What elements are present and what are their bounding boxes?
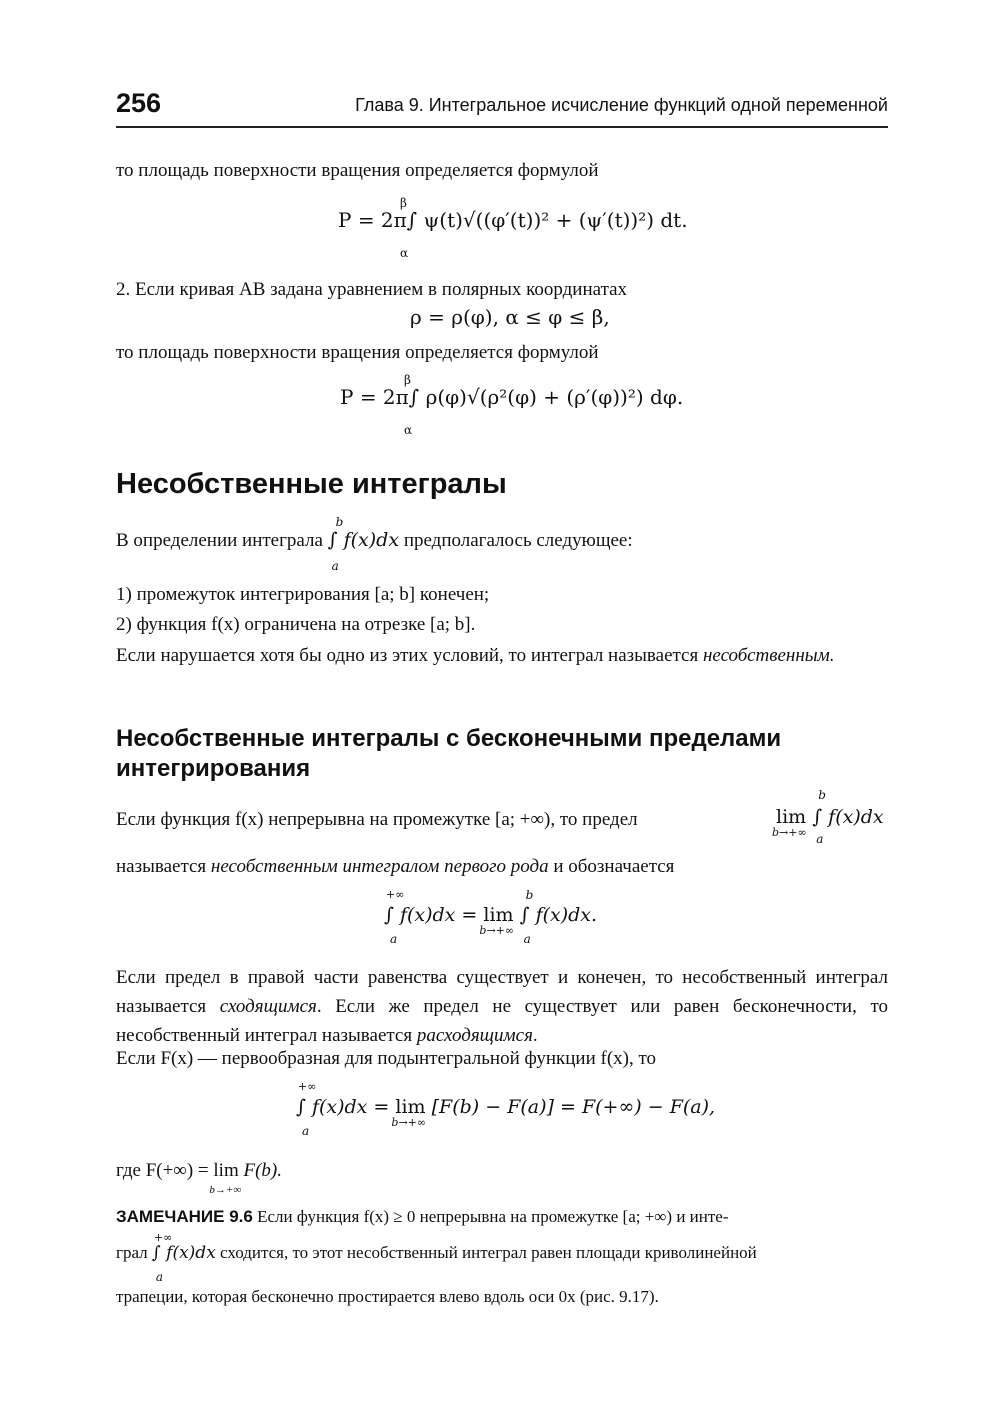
integral-lower-limit: a: [331, 559, 339, 573]
emphasis-term: сходящимся: [219, 996, 317, 1017]
integral-expression: ∫ f(x)dx: [812, 806, 884, 828]
remark-label: ЗАМЕЧАНИЕ 9.6: [116, 1207, 253, 1226]
lim-operator: lim: [776, 806, 807, 828]
integral-expression: ∫ f(x)dx: [151, 1243, 216, 1263]
formula-polar-surface: [340, 373, 684, 437]
paragraph-convergence: [116, 963, 888, 1050]
text-span: называется: [116, 856, 211, 877]
integral-lower-limit: a: [155, 1270, 164, 1284]
integral-lower-limit: a: [302, 1124, 310, 1138]
lim-operator: lim: [483, 904, 514, 926]
paragraph-surface-formula-intro: то площадь поверхности вращения определяется формулой: [116, 160, 599, 181]
formula-parametric-surface: [338, 196, 688, 260]
header-rule: [116, 126, 888, 128]
formula-body: P = 2π∫ ψ(t)√((φ′(t))² + (ψ′(t))²) dt.: [338, 208, 688, 232]
lim-subscript: b→+∞: [209, 1184, 242, 1196]
integral-upper-limit: +∞: [153, 1231, 173, 1244]
text-span: предполагалось следующее:: [403, 530, 633, 551]
list-item-2: 2) функция f(x) ограничена на отрезке [a; b].: [116, 614, 476, 635]
integral-lower-limit: a: [816, 832, 824, 846]
subsection-title: Несобственные интегралы с бесконечными пределами интегрирования: [116, 725, 782, 782]
formula-improper-definition: [384, 888, 598, 946]
lim-operator: lim: [395, 1096, 426, 1118]
formula-lower-limit: α: [404, 423, 413, 437]
paragraph-surface-formula-intro-2: то площадь поверхности вращения определяется формулой: [116, 342, 599, 363]
integral-upper-limit: b: [818, 788, 826, 802]
section-title: Несобственные интегралы: [116, 468, 507, 500]
text-span: . Если же предел не существует или равен бесконечности, то несобственный интеграл называется: [116, 996, 888, 1046]
lim-subscript: b→+∞: [479, 924, 515, 937]
remark-line-3: трапеции, которая бесконечно простирается влево вдоль оси 0x (рис. 9.17).: [116, 1287, 659, 1306]
formula-body: P = 2π∫ ρ(φ)√(ρ²(φ) + (ρ′(φ))²) dφ.: [340, 385, 684, 409]
formula-limit-integral: [772, 788, 884, 846]
integral-upper-limit: +∞: [386, 888, 405, 901]
paragraph-polar-curve: 2. Если кривая AB задана уравнением в полярных координатах: [116, 279, 628, 300]
paragraph-first-kind: [116, 852, 888, 881]
paragraph-antiderivative: Если F(x) — первообразная для подынтегральной функции f(x), то: [116, 1048, 657, 1069]
list-item-1: 1) промежуток интегрирования [a; b] конечен;: [116, 584, 490, 605]
lim-subscript: b→+∞: [391, 1116, 427, 1129]
text-span: Если нарушается хотя бы одно из этих условий, то интеграл называется: [116, 645, 703, 666]
emphasis-term: несобственным.: [702, 645, 835, 666]
integral-expression: ∫ f(x)dx: [327, 529, 400, 551]
integral-expression: ∫ f(x)dx.: [519, 904, 598, 926]
paragraph-improper-definition: [116, 641, 888, 670]
page-number: 256: [116, 88, 162, 118]
text-span: В определении интеграла: [116, 530, 323, 551]
integral-upper-limit: b: [525, 888, 534, 902]
formula-newton-leibniz: [296, 1080, 716, 1138]
formula-fragment: F(b).: [243, 1160, 283, 1181]
integral-lower-limit: a: [523, 932, 531, 946]
lim-operator: lim: [213, 1160, 239, 1181]
formula-upper-limit: β: [400, 196, 407, 210]
formula-right-side: [F(b) − F(a)] = F(+∞) − F(a),: [431, 1096, 716, 1118]
integral-lower-limit: a: [390, 932, 398, 946]
formula-lower-limit: α: [400, 246, 409, 260]
remark-line-2: [116, 1231, 888, 1284]
paragraph-limit-definition: [116, 1156, 888, 1196]
integral-upper-limit: b: [335, 515, 344, 529]
text-span: и обозначается: [548, 856, 675, 877]
lim-subscript: b→+∞: [772, 826, 807, 839]
text-span: Если функция f(x) ≥ 0 непрерывна на промежутке [a; +∞) и инте-: [257, 1207, 729, 1226]
formula-polar-equation: ρ = ρ(φ), α ≤ φ ≤ β,: [410, 305, 610, 329]
text-span: Если предел в правой части равенства существует и конечен, то несобственный интеграл называется: [116, 967, 888, 1017]
paragraph-definition: [116, 515, 888, 573]
text-span: грал: [116, 1243, 148, 1262]
text-span: .: [532, 1025, 538, 1046]
text-span: сходится, то этот несобственный интеграл равен площади криволинейной: [220, 1243, 757, 1262]
running-header: Глава 9. Интегральное исчисление функций одной переменной: [355, 95, 888, 115]
text-span: где F(+∞) =: [116, 1160, 209, 1181]
integral-expression: ∫ f(x)dx =: [296, 1096, 390, 1118]
emphasis-term: расходящимся: [416, 1025, 533, 1046]
integral-upper-limit: +∞: [298, 1080, 317, 1093]
integral-expression: ∫ f(x)dx =: [384, 904, 478, 926]
emphasis-term: несобственным интегралом первого рода: [210, 856, 549, 877]
formula-upper-limit: β: [404, 373, 411, 387]
remark-line-1: [116, 1202, 888, 1231]
paragraph-limit-intro: Если функция f(x) непрерывна на промежутке [a; +∞), то предел: [116, 809, 638, 830]
